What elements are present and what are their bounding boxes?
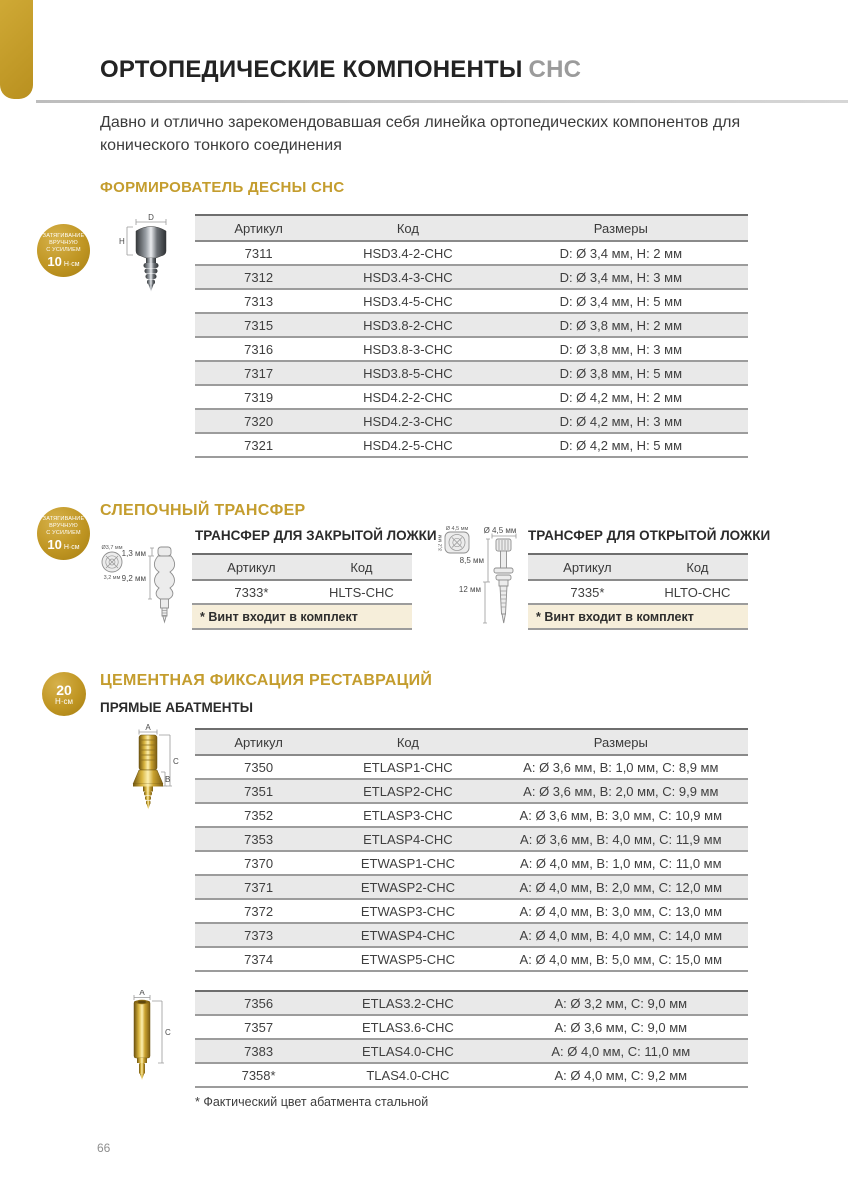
cell-code: HSD4.2-5-CHC [363,437,453,453]
cell-sizes: A: Ø 4,0 мм, B: 1,0 мм, C: 11,0 мм [520,855,722,871]
table-row [195,900,748,924]
cell-article: 7333* [234,584,269,600]
cell-article: 7370 [244,855,274,871]
cell-sizes: A: Ø 4,0 мм, B: 3,0 мм, C: 13,0 мм [519,903,723,919]
table-row [195,1064,748,1088]
cement-abutments-table-2 [195,990,748,1088]
cell-code: HSD3.8-5-CHC [363,365,453,381]
page-corner-tab [0,0,33,99]
gingiva-former-figure [112,214,187,296]
section-heading-transfer: СЛЕПОЧНЫЙ ТРАНСФЕР [100,502,306,519]
svg-text:3,2 мм: 3,2 мм [103,575,121,581]
cell-article: 7357 [244,1019,274,1035]
cell-sizes: A: Ø 4,0 мм, B: 4,0 мм, C: 14,0 мм [519,927,723,943]
cell-code: HSD3.8-3-CHC [363,341,453,357]
table-row [195,756,748,780]
closed-tray-title: ТРАНСФЕР ДЛЯ ЗАКРЫТОЙ ЛОЖКИ [195,528,437,543]
cell-code: ETWASP4-CHC [360,927,455,943]
page-title-suffix: СНС [528,56,582,83]
table-row [195,242,748,266]
column-header-sizes: Размеры [593,220,648,236]
cell-article: 7316 [244,341,274,357]
cell-sizes: A: Ø 3,6 мм, B: 4,0 мм, C: 11,9 мм [520,831,722,847]
cell-article: 7313 [244,293,274,309]
cell-code: ETLASP2-CHC [363,783,453,799]
gingiva-table [195,214,748,458]
badge-torque-unit: Н·см [63,543,80,551]
cell-code: HSD3.8-2-CHC [363,317,453,333]
svg-text:Ø3,7 мм: Ø3,7 мм [101,545,123,551]
cell-code: HSD3.4-5-CHC [363,293,453,309]
cell-article: 7372 [244,903,274,919]
badge-torque-unit: Н·см [55,696,73,706]
cell-code: ETWASP5-CHC [360,951,455,967]
table-row [195,780,748,804]
table-row [195,876,748,900]
cell-sizes: A: Ø 3,6 мм, B: 2,0 мм, C: 9,9 мм [523,783,719,799]
straight-abutment-slim-image [118,990,173,1085]
cell-sizes: D: Ø 3,8 мм, H: 2 мм [559,317,683,333]
svg-text:A: A [145,724,151,732]
svg-text:12 мм: 12 мм [458,585,481,594]
page-title [100,56,581,84]
badge-torque-value: 10 [47,253,62,269]
closed-tray-table [192,553,412,630]
table-row [195,992,748,1016]
svg-text:Ø 4,5 мм: Ø 4,5 мм [483,526,517,535]
cell-article: 7371 [244,879,274,895]
cell-article: 7351 [244,783,274,799]
column-header-code: Код [686,559,709,575]
closed-transfer-figure [98,543,193,628]
torque-badge-10 [37,224,90,277]
badge-line: С УСИЛИЕМ [46,246,81,253]
gingiva-former-image [112,214,187,296]
table-footnote: * Винт входит в комплект [192,605,412,630]
column-header-article: Артикул [234,734,283,750]
cell-code: HLTO-CHC [664,584,731,600]
cell-sizes: A: Ø 4,0 мм, C: 9,2 мм [554,1067,688,1083]
cell-sizes: A: Ø 3,6 мм, B: 1,0 мм, C: 8,9 мм [523,759,719,775]
table-header [195,216,748,242]
table-row [195,852,748,876]
table-row [195,338,748,362]
badge-torque-value: 20 [56,681,72,698]
svg-text:Ø 4,5 мм: Ø 4,5 мм [445,526,469,532]
table-header [192,555,412,581]
open-tray-title: ТРАНСФЕР ДЛЯ ОТКРЫТОЙ ЛОЖКИ [528,528,771,543]
column-header-sizes: Размеры [593,734,648,750]
cell-article: 7374 [244,951,274,967]
torque-badge-10-second [37,507,90,560]
column-header-code: Код [396,734,419,750]
cell-article: 7373 [244,927,274,943]
table-row [195,804,748,828]
cell-sizes: D: Ø 3,8 мм, H: 3 мм [559,341,683,357]
table-row [195,362,748,386]
table-header [195,730,748,756]
table-row [192,581,412,605]
cell-article: 7311 [244,245,273,261]
cell-sizes: A: Ø 3,6 мм, B: 3,0 мм, C: 10,9 мм [519,807,723,823]
cell-article: 7358* [241,1067,276,1083]
cell-code: ETLAS3.2-CHC [362,995,454,1011]
table-row [195,410,748,434]
open-tray-table [528,553,748,630]
cell-article: 7319 [244,389,274,405]
svg-text:1,3 мм: 1,3 мм [121,549,146,558]
cell-sizes: D: Ø 3,4 мм, H: 3 мм [559,269,683,285]
column-header-article: Артикул [563,559,612,575]
svg-text:3,2 мм: 3,2 мм [438,534,444,552]
page-title-main: ОРТОПЕДИЧЕСКИЕ КОМПОНЕНТЫ [100,56,523,83]
open-transfer-image [438,525,533,633]
cell-code: HSD3.4-3-CHC [363,269,453,285]
badge-line: С УСИЛИЕМ [46,529,81,536]
cell-article: 7352 [244,807,274,823]
table-row [195,314,748,338]
straight-abutment-figure [112,724,187,819]
table-row [528,581,748,605]
section-heading-cement: ЦЕМЕНТНАЯ ФИКСАЦИЯ РЕСТАВРАЦИЙ [100,672,433,689]
cell-sizes: A: Ø 4,0 мм, C: 11,0 мм [551,1043,691,1059]
steel-color-footnote: * Фактический цвет абатмента стальной [195,1095,429,1109]
cell-code: HSD4.2-2-CHC [363,389,453,405]
cell-sizes: A: Ø 3,2 мм, C: 9,0 мм [554,995,688,1011]
cell-code: HSD3.4-2-CHC [363,245,453,261]
table-row [195,828,748,852]
straight-abutment-slim-figure [118,990,173,1085]
intro-text: Давно и отлично зарекомендовавшая себя линейка ортопедических компонентов для конического тонкого соединения [100,114,741,154]
column-header-article: Артикул [227,559,276,575]
cell-code: ETLASP3-CHC [363,807,453,823]
cell-sizes: D: Ø 4,2 мм, H: 3 мм [559,413,683,429]
cell-code: ETLAS4.0-CHC [362,1043,454,1059]
cell-article: 7317 [244,365,274,381]
cell-code: TLAS4.0-CHC [366,1067,450,1083]
cell-article: 7353 [244,831,274,847]
cell-article: 7350 [244,759,274,775]
column-header-code: Код [350,559,373,575]
badge-torque-value: 10 [47,536,62,552]
column-header-article: Артикул [234,220,283,236]
table-row [195,924,748,948]
badge-line: ЗАТЯГИВАНИЕ [42,233,85,240]
cell-sizes: A: Ø 4,0 мм, B: 2,0 мм, C: 12,0 мм [519,879,723,895]
svg-text:C: C [173,757,179,766]
cell-sizes: D: Ø 4,2 мм, H: 2 мм [559,389,683,405]
table-row [195,1040,748,1064]
straight-abutments-subheading: ПРЯМЫЕ АБАТМЕНТЫ [100,700,254,715]
table-row [195,266,748,290]
cell-code: ETLASP1-CHC [363,759,453,775]
table-header [528,555,748,581]
svg-text:B: B [165,775,171,784]
badge-line: ВРУЧНУЮ [49,240,78,247]
cell-sizes: D: Ø 4,2 мм, H: 5 мм [559,437,683,453]
cell-sizes: D: Ø 3,4 мм, H: 2 мм [559,245,683,261]
cement-abutments-table [195,728,748,972]
cell-sizes: D: Ø 3,8 мм, H: 5 мм [559,365,683,381]
cell-article: 7312 [244,269,274,285]
svg-text:9,2 мм: 9,2 мм [121,574,146,583]
cell-code: HSD4.2-3-CHC [363,413,453,429]
badge-line: ВРУЧНУЮ [49,523,78,530]
cell-article: 7321 [244,437,274,453]
cell-article: 7356 [244,995,274,1011]
section-heading-gingiva: ФОРМИРОВАТЕЛЬ ДЕСНЫ СНС [100,179,345,196]
table-footnote: * Винт входит в комплект [528,605,748,630]
closed-transfer-image [98,543,193,628]
cell-code: ETLASP4-CHC [363,831,453,847]
open-transfer-figure [438,525,533,633]
table-row [195,290,748,314]
svg-text:8,5 мм: 8,5 мм [459,556,484,565]
cell-code: ETWASP2-CHC [360,879,455,895]
torque-badge-20 [42,672,86,716]
svg-text:D: D [148,214,154,222]
cell-code: ETWASP3-CHC [360,903,455,919]
table-row [195,386,748,410]
cell-code: HLTS-CHC [329,584,394,600]
cell-code: ETWASP1-CHC [360,855,455,871]
cell-article: 7320 [244,413,274,429]
column-header-code: Код [396,220,419,236]
table-row [195,434,748,458]
cell-code: ETLAS3.6-CHC [362,1019,454,1035]
cell-article: 7335* [570,584,605,600]
cell-sizes: D: Ø 3,4 мм, H: 5 мм [559,293,683,309]
cell-sizes: A: Ø 4,0 мм, B: 5,0 мм, C: 15,0 мм [519,951,723,967]
svg-text:A: A [139,990,145,997]
svg-text:H: H [119,237,125,246]
page-number: 66 [97,1141,111,1155]
table-row [195,1016,748,1040]
svg-text:C: C [165,1028,171,1037]
cell-article: 7315 [244,317,274,333]
title-divider [36,100,848,103]
cell-sizes: A: Ø 3,6 мм, C: 9,0 мм [554,1019,688,1035]
badge-line: ЗАТЯГИВАНИЕ [42,516,85,523]
badge-torque-unit: Н·см [63,260,80,268]
table-row [195,948,748,972]
straight-abutment-image [112,724,187,819]
cell-article: 7383 [244,1043,274,1059]
